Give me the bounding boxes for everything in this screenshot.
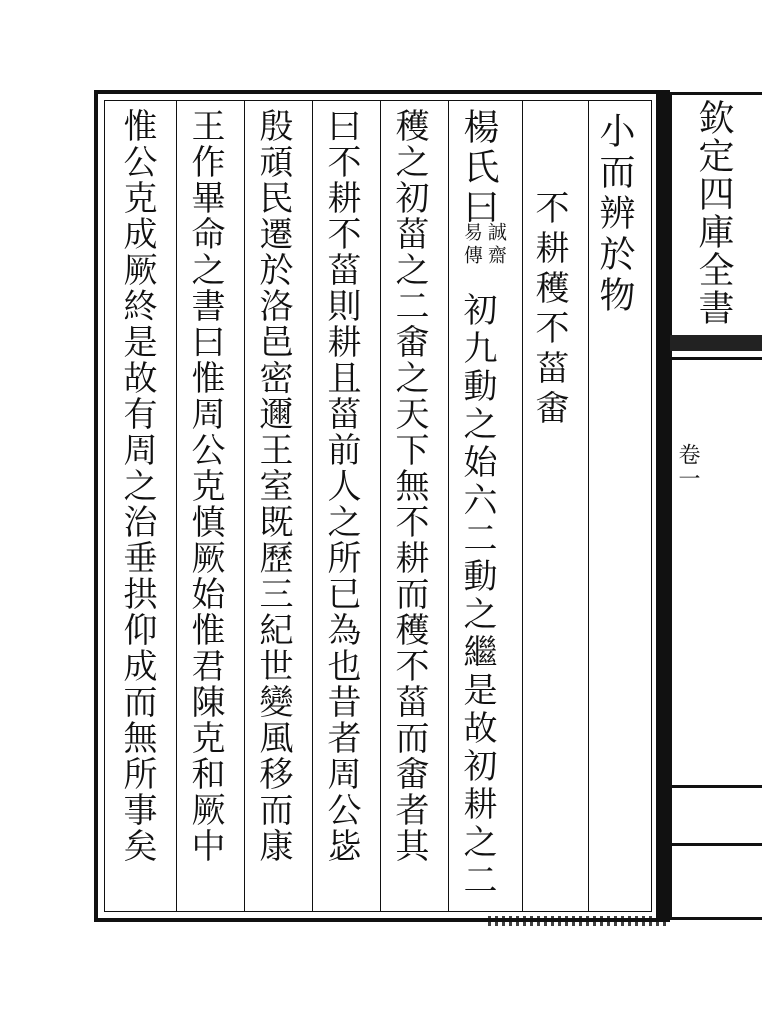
column-divider xyxy=(448,100,449,912)
text-column-2: 穫之初菑之二畬之天下無不耕而穫不菑而畬者其 xyxy=(389,108,429,864)
section-heading: 不耕穫不菑畬 xyxy=(529,190,569,430)
spine-band-rule xyxy=(670,785,762,788)
spine-band xyxy=(670,335,762,351)
spine-title: 欽定四庫全書 xyxy=(693,99,734,327)
header-title: 小而辨於物 xyxy=(594,112,635,317)
column-divider xyxy=(588,100,589,912)
text-column-1-lead: 楊氏曰 xyxy=(458,108,499,228)
text-column-6: 惟公克成厥終是故有周之治垂拱仰成而無所事矣 xyxy=(117,108,157,864)
text-column-3: 曰不耕不菑則耕且菑前人之所已為也昔者周公毖 xyxy=(321,108,361,864)
spine-fold xyxy=(660,90,670,922)
text-column-1-note-left: 易傳 xyxy=(460,222,483,268)
text-column-4: 殷頑民遷於洛邑密邇王室既歷三紀世變風移而康 xyxy=(253,108,293,864)
text-column-5: 王作畢命之書曰惟周公克慎厥始惟君陳克和厥中 xyxy=(185,108,225,864)
spine-band-rule xyxy=(670,843,762,846)
spine-page xyxy=(670,92,762,920)
column-divider xyxy=(522,100,523,912)
column-divider xyxy=(244,100,245,912)
spine-volume: 卷一 xyxy=(675,443,700,491)
spine-rule xyxy=(670,95,672,917)
spine-band-rule xyxy=(670,357,762,360)
column-divider xyxy=(312,100,313,912)
text-column-1-note-right: 誠齋 xyxy=(484,222,507,268)
column-divider xyxy=(176,100,177,912)
text-column-1-body: 初九動之始六二動之繼是故初耕之二 xyxy=(457,292,497,900)
print-edge-texture xyxy=(488,916,668,926)
column-divider xyxy=(380,100,381,912)
